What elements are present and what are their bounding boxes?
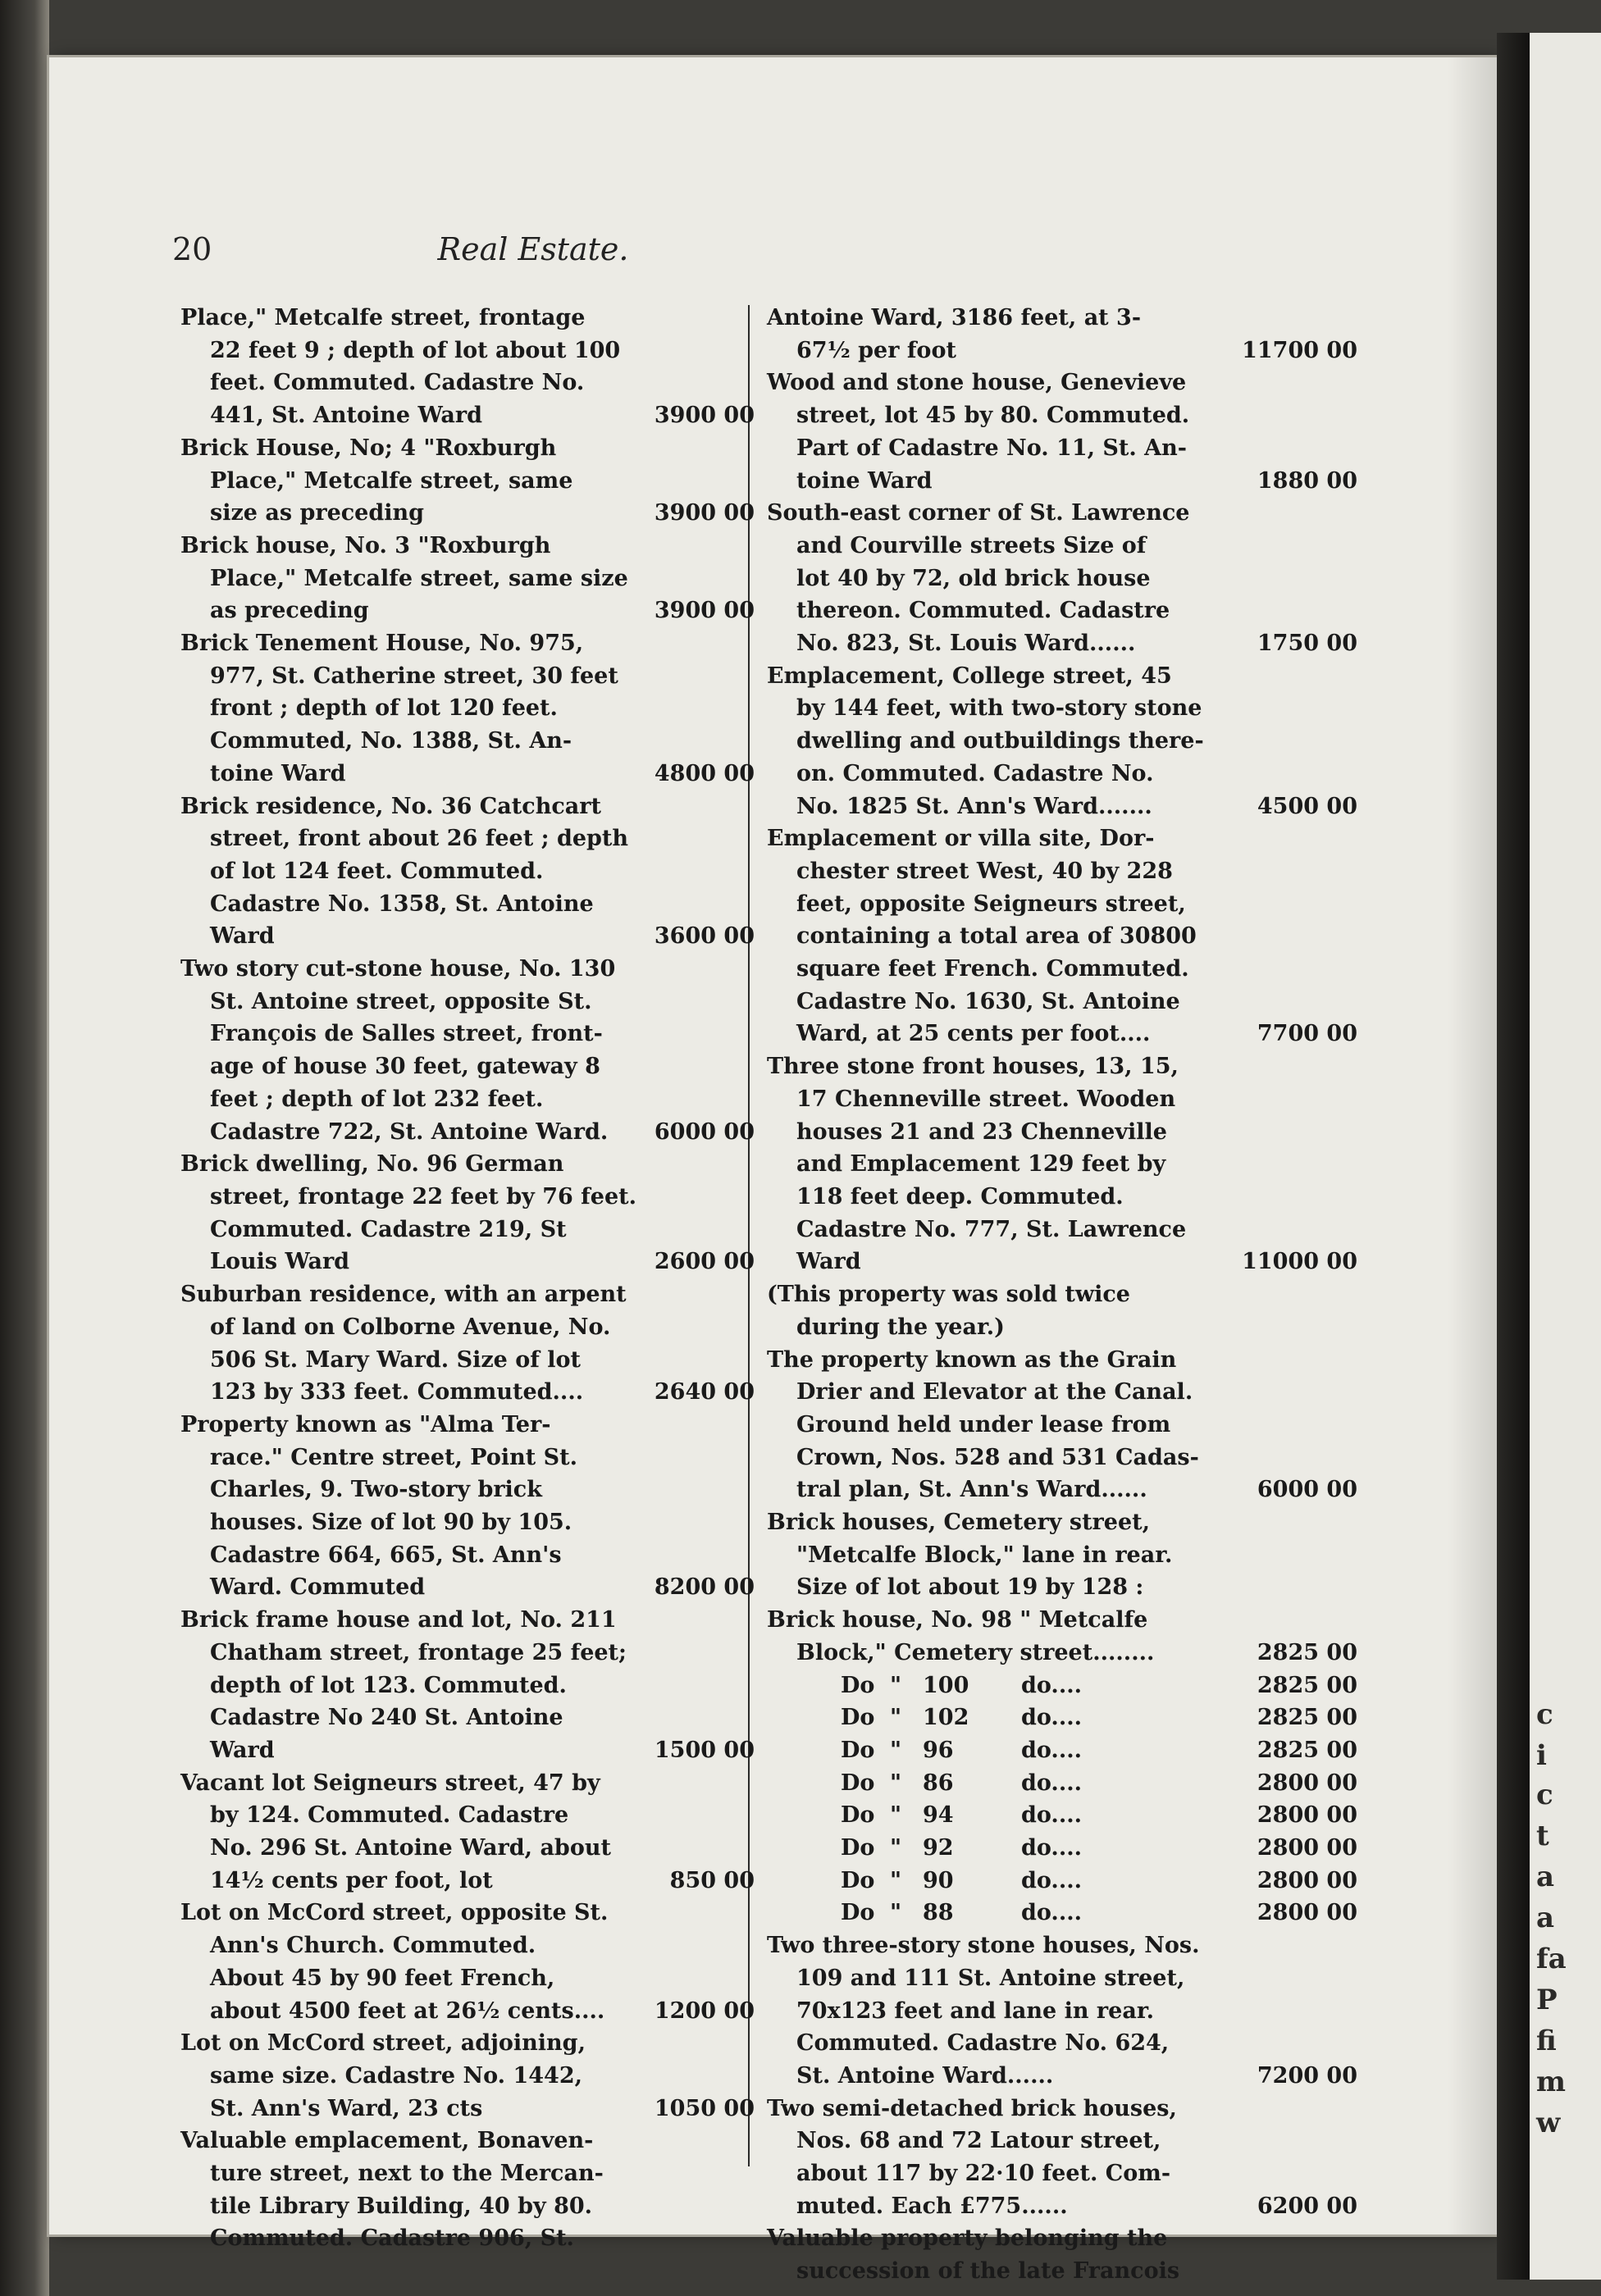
facing-page-letter: P (1536, 1984, 1558, 2016)
entry-line: Place," Metcalfe street, same (210, 467, 573, 494)
entry-amount: 1500 00 (654, 1737, 755, 1763)
entry-line: Ward (210, 923, 275, 950)
ledger-entry (767, 2222, 1357, 2287)
entry-line: Two story cut-stone house, No. 130 (180, 956, 616, 982)
ditto-label: Do (841, 1770, 875, 1796)
ditto-ditto: do.... (1021, 1835, 1083, 1861)
ditto-ditto: do.... (1021, 1672, 1083, 1698)
entry-amount: 11000 00 (1242, 1249, 1357, 1275)
page-header (172, 231, 894, 280)
entry-line: Three stone front houses, 13, 15, (767, 1054, 1179, 1080)
entry-line: feet ; depth of lot 232 feet. (210, 1086, 544, 1112)
entry-line: Cadastre No. 1358, St. Antoine (210, 891, 594, 917)
ditto-label: Do (841, 1705, 875, 1731)
entry-line: Drier and Elevator at the Canal. (796, 1379, 1193, 1405)
facing-page-letter: a (1536, 1861, 1555, 1893)
entry-line: About 45 by 90 feet French, (210, 1965, 555, 1991)
ledger-entry (180, 1409, 755, 1604)
ledger-entry (767, 1050, 1357, 1278)
entry-line: containing a total area of 30800 (796, 923, 1197, 950)
entry-line: 506 St. Mary Ward. Size of lot (210, 1346, 582, 1373)
entry-line: of land on Colborne Avenue, No. (210, 1314, 611, 1340)
entry-line: Vacant lot Seigneurs street, 47 by (180, 1770, 600, 1796)
entry-line: Nos. 68 and 72 Latour street, (796, 2128, 1161, 2154)
entry-amount: 1050 00 (654, 2095, 755, 2121)
left-column (180, 302, 755, 2255)
entry-line: François de Salles street, front- (210, 1021, 603, 1047)
facing-page-letter: fa (1536, 1943, 1567, 1975)
facing-page-letter: w (1536, 2107, 1561, 2139)
ledger-entry (767, 1278, 1357, 1343)
ledger-entry (767, 1506, 1357, 1604)
facing-page-edge (1530, 33, 1601, 2280)
ditto-mark: " (890, 1867, 902, 1893)
entry-line: age of house 30 feet, gateway 8 (210, 1054, 600, 1080)
entry-line: Louis Ward (210, 1249, 350, 1275)
facing-page-letter: a (1536, 1902, 1555, 1934)
ledger-entry (767, 367, 1357, 497)
entry-line: Commuted. Cadastre 906, St. (210, 2225, 574, 2252)
book-spine-left (0, 0, 49, 2296)
entry-line: Charles, 9. Two-story brick (210, 1477, 542, 1503)
entry-line: as preceding (210, 598, 369, 624)
ledger-entry (180, 2125, 755, 2255)
ledger-entry (180, 2027, 755, 2125)
entry-line: (This property was sold twice (767, 1282, 1130, 1308)
entry-line: Two three-story stone houses, Nos. (767, 1933, 1200, 1959)
entry-line: Brick house, No. 3 "Roxburgh (180, 532, 551, 558)
entry-line: size as preceding (210, 500, 425, 526)
entry-line: Emplacement or villa site, Dor- (767, 826, 1155, 852)
entry-line: dwelling and outbuildings there- (796, 728, 1204, 754)
entry-line: Emplacement, College street, 45 (767, 663, 1172, 689)
entry-line: 22 feet 9 ; depth of lot about 100 (210, 337, 621, 363)
running-title: Real Estate. (437, 231, 629, 267)
entry-line: by 144 feet, with two-story stone (796, 695, 1202, 722)
ditto-mark: " (890, 1705, 902, 1731)
entry-line: chester street West, 40 by 228 (796, 858, 1173, 884)
entry-line: 118 feet deep. Commuted. (796, 1183, 1124, 1210)
ditto-row (767, 1799, 1357, 1832)
entry-line: No. 1825 St. Ann's Ward....... (796, 793, 1152, 819)
ditto-mark: " (890, 1737, 902, 1763)
ditto-mark: " (890, 1802, 902, 1829)
entry-amount: 1200 00 (654, 1998, 755, 2024)
entry-amount: 4500 00 (1257, 793, 1357, 819)
ditto-no: 86 (923, 1770, 954, 1796)
entry-line: of lot 124 feet. Commuted. (210, 858, 544, 884)
entry-line: Place," Metcalfe street, frontage (180, 305, 586, 330)
entry-amount: 1880 00 (1257, 467, 1357, 494)
entry-line: Antoine Ward, 3186 feet, at 3- (767, 305, 1142, 330)
ditto-amount: 2800 00 (1257, 1802, 1357, 1829)
facing-page-letter: i (1536, 1739, 1547, 1772)
ledger-entry (767, 497, 1357, 660)
ditto-row (767, 1734, 1357, 1767)
entry-line: about 117 by 22·10 feet. Com- (796, 2161, 1171, 2187)
ledger-entry (180, 302, 755, 432)
ditto-amount: 2800 00 (1257, 1770, 1357, 1796)
entry-line: street, front about 26 feet ; depth (210, 826, 628, 852)
ditto-amount: 2825 00 (1257, 1737, 1357, 1763)
entry-line: St. Antoine Ward...... (796, 2062, 1054, 2089)
entry-line: Brick houses, Cemetery street, (767, 1510, 1151, 1536)
ditto-no: 88 (923, 1900, 954, 1926)
entry-amount: 850 00 (669, 1867, 755, 1893)
entry-line: depth of lot 123. Commuted. (210, 1672, 567, 1698)
ledger-entry (180, 1767, 755, 1897)
ditto-no: 100 (923, 1672, 969, 1698)
ditto-no: 92 (923, 1835, 954, 1861)
ditto-label: Do (841, 1737, 875, 1763)
entry-amount: 7700 00 (1257, 1021, 1357, 1047)
entry-amount: 6000 00 (1257, 1477, 1357, 1503)
entry-line: thereon. Commuted. Cadastre (796, 598, 1170, 624)
ditto-label: Do (841, 1867, 875, 1893)
ditto-amount: 2825 00 (1257, 1705, 1357, 1731)
ditto-ditto: do.... (1021, 1737, 1083, 1763)
entry-line: feet. Commuted. Cadastre No. (210, 370, 585, 396)
entry-line: 67½ per foot (796, 337, 956, 363)
ditto-amount: 2800 00 (1257, 1867, 1357, 1893)
entry-line: Crown, Nos. 528 and 531 Cadas- (796, 1444, 1199, 1470)
book-gutter (1497, 33, 1530, 2280)
entry-line: tral plan, St. Ann's Ward...... (796, 1477, 1147, 1503)
entry-line: houses. Size of lot 90 by 105. (210, 1510, 572, 1536)
facing-page-letter: c (1536, 1779, 1553, 1811)
entry-line: Two semi-detached brick houses, (767, 2095, 1177, 2121)
ditto-mark: " (890, 1672, 902, 1698)
entry-line: Brick frame house and lot, No. 211 (180, 1607, 617, 1633)
entry-line: 14½ cents per foot, lot (210, 1867, 493, 1893)
ditto-label: Do (841, 1900, 875, 1926)
entry-line: succession of the late Francois (796, 2258, 1180, 2285)
ditto-row (767, 1865, 1357, 1897)
entry-line: Wood and stone house, Genevieve (767, 370, 1187, 396)
entry-line: Brick Tenement House, No. 975, (180, 631, 584, 657)
entry-line: Property known as "Alma Ter- (180, 1411, 551, 1437)
entry-line: Cadastre No 240 St. Antoine (210, 1705, 563, 1731)
entry-line: Valuable emplacement, Bonaven- (180, 2128, 594, 2154)
entry-line: "Metcalfe Block," lane in rear. (796, 1542, 1173, 1568)
entry-line: street, frontage 22 feet by 76 feet. (210, 1183, 637, 1210)
entry-line: 441, St. Antoine Ward (210, 403, 483, 429)
entry-line: Ward, at 25 cents per foot.... (796, 1021, 1151, 1047)
entry-line: Size of lot about 19 by 128 : (796, 1574, 1144, 1601)
ditto-no: 90 (923, 1867, 954, 1893)
ledger-entry (767, 302, 1357, 367)
ledger-entry (767, 1344, 1357, 1507)
ledger-entry (767, 1929, 1357, 2093)
ditto-row (767, 1832, 1357, 1865)
entry-line: Ground held under lease from (796, 1411, 1171, 1437)
ledger-entry (767, 2093, 1357, 2223)
entry-line: 70x123 feet and lane in rear. (796, 1998, 1154, 2024)
entry-line: tile Library Building, 40 by 80. (210, 2193, 593, 2219)
entry-amount: 1750 00 (1257, 631, 1357, 657)
facing-page-letter: t (1536, 1820, 1549, 1852)
ditto-mark: " (890, 1835, 902, 1861)
ledger-entry (180, 432, 755, 530)
entry-line: Chatham street, frontage 25 feet; (210, 1639, 627, 1665)
entry-line: Ward (210, 1737, 275, 1763)
ledger-entry (180, 627, 755, 790)
entry-line: Ward. Commuted (210, 1574, 426, 1601)
ledger-entry (180, 1604, 755, 1767)
entry-amount: 6000 00 (654, 1118, 755, 1145)
ledger-entry (180, 790, 755, 954)
entry-line: front ; depth of lot 120 feet. (210, 695, 558, 722)
entry-amount: 7200 00 (1257, 2062, 1357, 2089)
entry-line: same size. Cadastre No. 1442, (210, 2062, 583, 2089)
entry-line: Cadastre No. 777, St. Lawrence (796, 1216, 1187, 1242)
entry-line: Commuted. Cadastre 219, St (210, 1216, 567, 1242)
ditto-amount: 2800 00 (1257, 1900, 1357, 1926)
ditto-amount: 2825 00 (1257, 1672, 1357, 1698)
entry-line: about 4500 feet at 26½ cents.... (210, 1998, 605, 2024)
entry-line: Place," Metcalfe street, same size (210, 565, 628, 591)
entry-amount: 4800 00 (654, 760, 755, 786)
ditto-mark: " (890, 1770, 902, 1796)
entry-amount: 2640 00 (654, 1379, 755, 1405)
entry-line: muted. Each £775...... (796, 2193, 1068, 2219)
entry-line: race." Centre street, Point St. (210, 1444, 578, 1470)
entry-line: Brick house, No. 98 " Metcalfe (767, 1607, 1148, 1633)
ditto-row (767, 1897, 1357, 1929)
entry-line: Brick residence, No. 36 Catchcart (180, 793, 601, 819)
entry-line: feet, opposite Seigneurs street, (796, 891, 1186, 917)
facing-page-letter: c (1536, 1698, 1553, 1731)
ditto-mark: " (890, 1900, 902, 1926)
entry-line: Commuted, No. 1388, St. An- (210, 728, 572, 754)
ditto-label: Do (841, 1672, 875, 1698)
entry-amount: 2600 00 (654, 1249, 755, 1275)
entry-line: Commuted. Cadastre No. 624, (796, 2030, 1170, 2057)
page-number: 20 (172, 231, 212, 267)
entry-line: by 124. Commuted. Cadastre (210, 1802, 569, 1829)
entry-line: and Courville streets Size of (796, 532, 1147, 558)
entry-amount: 3900 00 (654, 500, 755, 526)
ditto-label: Do (841, 1835, 875, 1861)
ditto-ditto: do.... (1021, 1705, 1083, 1731)
entry-line: square feet French. Commuted. (796, 956, 1189, 982)
entry-line: St. Ann's Ward, 23 cts (210, 2095, 483, 2121)
entry-line: South-east corner of St. Lawrence (767, 500, 1190, 526)
entry-line: and Emplacement 129 feet by (796, 1151, 1166, 1178)
ledger-entry (180, 953, 755, 1148)
entry-line: 17 Chenneville street. Wooden (796, 1086, 1176, 1112)
entry-amount: 3900 00 (654, 598, 755, 624)
ditto-no: 102 (923, 1705, 969, 1731)
entry-line: Lot on McCord street, adjoining, (180, 2030, 586, 2057)
entry-line: No. 823, St. Louis Ward...... (796, 631, 1136, 657)
entry-line: No. 296 St. Antoine Ward, about (210, 1835, 611, 1861)
ledger-entry (767, 660, 1357, 823)
entry-line: 109 and 111 St. Antoine street, (796, 1965, 1185, 1991)
ditto-row (767, 1670, 1357, 1702)
entry-line: street, lot 45 by 80. Commuted. (796, 403, 1190, 429)
entry-line: Cadastre 722, St. Antoine Ward. (210, 1118, 609, 1145)
right-column (767, 302, 1357, 2288)
entry-amount: 3900 00 (654, 403, 755, 429)
ledger-entry (180, 1278, 755, 1409)
entry-amount: 8200 00 (654, 1574, 755, 1601)
entry-line: The property known as the Grain (767, 1346, 1177, 1373)
facing-page-letter: fi (1536, 2025, 1557, 2057)
entry-line: Ward (796, 1249, 861, 1275)
entry-line: 977, St. Catherine street, 30 feet (210, 663, 618, 689)
entry-line: Ann's Church. Commuted. (210, 1933, 536, 1959)
entry-line: Part of Cadastre No. 11, St. An- (796, 435, 1187, 461)
entry-line: 123 by 333 feet. Commuted.... (210, 1379, 584, 1405)
ditto-ditto: do.... (1021, 1802, 1083, 1829)
entry-line: Lot on McCord street, opposite St. (180, 1900, 609, 1926)
ledger-entry (767, 822, 1357, 1050)
ditto-ditto: do.... (1021, 1867, 1083, 1893)
entry-line: Block," Cemetery street........ (796, 1639, 1155, 1665)
ledger-entry (180, 1148, 755, 1278)
ditto-ditto: do.... (1021, 1770, 1083, 1796)
entry-line: Brick House, No; 4 "Roxburgh (180, 435, 557, 461)
entry-line: Valuable property belonging the (767, 2225, 1168, 2252)
facing-page-letter: m (1536, 2066, 1566, 2098)
entry-amount: 3600 00 (654, 923, 755, 950)
ditto-amount: 2800 00 (1257, 1835, 1357, 1861)
ditto-label: Do (841, 1802, 875, 1829)
entry-line: Suburban residence, with an arpent (180, 1282, 627, 1308)
entry-line: houses 21 and 23 Chenneville (796, 1118, 1167, 1145)
entry-line: ture street, next to the Mercan- (210, 2161, 604, 2187)
entry-line: Cadastre 664, 665, St. Ann's (210, 1542, 562, 1568)
entry-amount: 6200 00 (1257, 2193, 1357, 2219)
ledger-entry (180, 1897, 755, 2027)
ditto-row (767, 1767, 1357, 1800)
entry-line: toine Ward (796, 467, 933, 494)
entry-line: on. Commuted. Cadastre No. (796, 760, 1154, 786)
ditto-no: 94 (923, 1802, 954, 1829)
ledger-entry (180, 530, 755, 627)
entry-line: St. Antoine street, opposite St. (210, 988, 592, 1014)
entry-line: toine Ward (210, 760, 346, 786)
ditto-row (767, 1702, 1357, 1734)
entry-line: lot 40 by 72, old brick house (796, 565, 1151, 591)
entry-amount: 11700 00 (1242, 337, 1357, 363)
ledger-entry (767, 1604, 1357, 1669)
entry-line: Cadastre No. 1630, St. Antoine (796, 988, 1180, 1014)
ditto-no: 96 (923, 1737, 954, 1763)
ditto-ditto: do.... (1021, 1900, 1083, 1926)
entry-amount: 2825 00 (1257, 1639, 1357, 1665)
entry-line: Brick dwelling, No. 96 German (180, 1151, 564, 1178)
entry-line: during the year.) (796, 1314, 1005, 1340)
